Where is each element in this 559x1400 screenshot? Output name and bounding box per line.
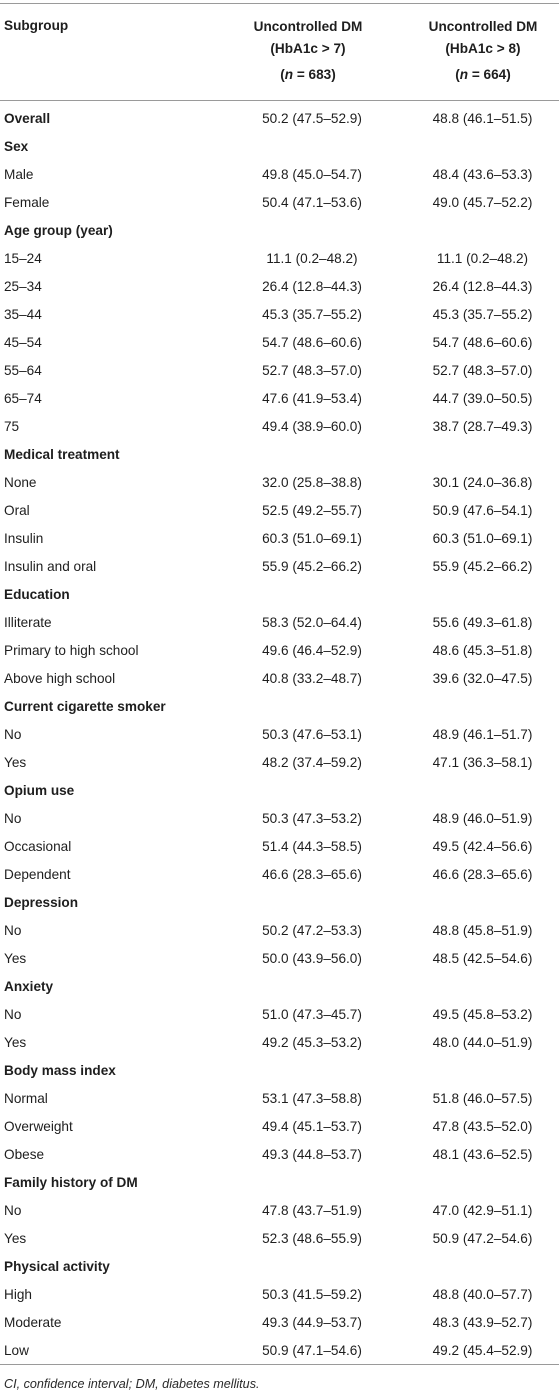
row-label: Female [4,194,50,210]
table-footnote: CI, confidence interval; DM, diabetes mellitus. [4,1377,260,1391]
table-section-row [0,1056,559,1084]
table-bottom-rule [0,1364,559,1365]
row-value-hba1c-8: 48.5 (42.5–54.6) [432,950,533,966]
row-label: Age group (year) [4,222,113,238]
row-label: 15–24 [4,250,42,266]
row-value-hba1c-8: 30.1 (24.0–36.8) [432,474,533,490]
header-col-hba1c-8-criteria: (HbA1c > 8) [445,41,521,56]
row-value-hba1c-8: 48.8 (40.0–57.7) [432,1286,533,1302]
row-value-hba1c-8: 11.1 (0.2–48.2) [436,250,529,266]
table-row [0,1000,559,1028]
table-row [0,944,559,972]
table-row [0,412,559,440]
row-value-hba1c-8: 60.3 (51.0–69.1) [432,530,533,546]
row-value-hba1c-8: 39.6 (32.0–47.5) [432,670,533,686]
row-value-hba1c-7: 49.3 (44.9–53.7) [262,1314,362,1330]
table-row [0,300,559,328]
table-row [0,1196,559,1224]
table-row [0,1336,559,1364]
row-label: Oral [4,502,30,518]
row-label: No [4,726,22,742]
row-value-hba1c-7 [222,216,402,244]
row-value-hba1c-8 [402,972,559,1000]
row-value-hba1c-7 [222,1252,402,1280]
header-col-hba1c-7-n-label: n [284,67,294,82]
row-label: 55–64 [4,362,42,378]
row-value-hba1c-7: 50.3 (41.5–59.2) [262,1286,362,1302]
row-value-hba1c-8 [402,132,559,160]
table-row [0,468,559,496]
row-value-hba1c-7 [222,776,402,804]
table-row [0,804,559,832]
row-value-hba1c-8: 49.5 (45.8–53.2) [432,1006,533,1022]
table-section-row [0,216,559,244]
row-value-hba1c-8: 49.2 (45.4–52.9) [432,1342,533,1358]
row-value-hba1c-7: 50.3 (47.6–53.1) [262,726,362,742]
table-row [0,1112,559,1140]
row-value-hba1c-8: 48.4 (43.6–53.3) [432,166,533,182]
row-label: Above high school [4,670,116,686]
row-value-hba1c-8: 47.0 (42.9–51.1) [432,1202,533,1218]
row-label: 45–54 [4,334,42,350]
row-label: Yes [4,1230,27,1246]
row-value-hba1c-8: 50.9 (47.6–54.1) [432,502,533,518]
row-label: Illiterate [4,614,52,630]
table-row [0,384,559,412]
row-value-hba1c-7: 55.9 (45.2–66.2) [262,558,362,574]
header-col-hba1c-8 [398,16,559,86]
row-label: Physical activity [4,1258,110,1274]
row-value-hba1c-7: 49.3 (44.8–53.7) [262,1146,362,1162]
row-label: No [4,922,22,938]
row-value-hba1c-7: 50.2 (47.5–52.9) [262,110,362,126]
row-value-hba1c-8: 46.6 (28.3–65.6) [432,866,533,882]
table-section-row [0,104,559,132]
row-label: 75 [4,418,20,434]
row-value-hba1c-7: 48.2 (37.4–59.2) [262,754,362,770]
row-value-hba1c-7: 51.0 (47.3–45.7) [262,1006,362,1022]
row-value-hba1c-8 [402,216,559,244]
row-value-hba1c-7: 53.1 (47.3–58.8) [262,1090,362,1106]
row-label: 65–74 [4,390,42,406]
row-label: Family history of DM [4,1174,138,1190]
row-label: 25–34 [4,278,42,294]
row-value-hba1c-8: 26.4 (12.8–44.3) [432,278,533,294]
row-value-hba1c-8 [402,692,559,720]
row-value-hba1c-7: 49.4 (45.1–53.7) [262,1118,362,1134]
row-value-hba1c-8: 47.1 (36.3–58.1) [432,754,533,770]
row-value-hba1c-7: 46.6 (28.3–65.6) [262,866,362,882]
row-value-hba1c-7 [222,1168,402,1196]
row-value-hba1c-8: 50.9 (47.2–54.6) [432,1230,533,1246]
row-label: Obese [4,1146,45,1162]
row-value-hba1c-8: 48.6 (45.3–51.8) [432,642,533,658]
row-value-hba1c-8: 45.3 (35.7–55.2) [432,306,533,322]
table-row [0,916,559,944]
table-section-row [0,580,559,608]
table-section-row [0,440,559,468]
row-value-hba1c-8 [402,888,559,916]
row-value-hba1c-8: 48.9 (46.0–51.9) [432,810,533,826]
row-value-hba1c-7: 50.0 (43.9–56.0) [262,950,362,966]
table-row [0,1308,559,1336]
header-col-hba1c-7 [218,16,398,86]
row-value-hba1c-7: 52.5 (49.2–55.7) [262,502,362,518]
table-top-rule [0,3,559,4]
row-label: Sex [4,138,29,154]
row-value-hba1c-8: 48.3 (43.9–52.7) [432,1314,533,1330]
row-label: Opium use [4,782,75,798]
row-label: Education [4,586,70,602]
row-value-hba1c-7 [222,132,402,160]
row-value-hba1c-8: 48.0 (44.0–51.9) [432,1034,533,1050]
row-value-hba1c-8: 48.8 (46.1–51.5) [432,110,533,126]
row-value-hba1c-7: 32.0 (25.8–38.8) [262,474,362,490]
header-col-hba1c-7-title: Uncontrolled DM [253,19,363,34]
row-label: No [4,1006,22,1022]
table-section-row [0,776,559,804]
table-row [0,160,559,188]
row-value-hba1c-7 [222,580,402,608]
row-value-hba1c-7: 50.3 (47.3–53.2) [262,810,362,826]
row-value-hba1c-8: 51.8 (46.0–57.5) [432,1090,533,1106]
table-row [0,664,559,692]
table-row [0,272,559,300]
row-value-hba1c-7: 54.7 (48.6–60.6) [262,334,362,350]
row-label: High [4,1286,32,1302]
row-value-hba1c-8: 52.7 (48.3–57.0) [432,362,533,378]
header-col-hba1c-7-n: (n = 683) [280,67,336,82]
row-label: Moderate [4,1314,62,1330]
table-row [0,244,559,272]
table-row [0,1084,559,1112]
table-row [0,1280,559,1308]
row-value-hba1c-8: 48.1 (43.6–52.5) [432,1146,533,1162]
header-col-hba1c-8-n-label: n [459,67,469,82]
table-row [0,608,559,636]
header-subgroup: Subgroup [4,18,69,33]
row-value-hba1c-8: 44.7 (39.0–50.5) [432,390,533,406]
row-value-hba1c-7 [222,692,402,720]
row-label: Overall [4,110,51,126]
row-value-hba1c-8 [402,1168,559,1196]
row-label: Body mass index [4,1062,116,1078]
table-row [0,356,559,384]
header-col-hba1c-8-n: (n = 664) [455,67,511,82]
row-label: Low [4,1342,29,1358]
row-value-hba1c-7 [222,972,402,1000]
table-row [0,552,559,580]
row-value-hba1c-8: 49.5 (42.4–56.6) [432,838,533,854]
row-value-hba1c-7: 26.4 (12.8–44.3) [262,278,362,294]
table-section-row [0,132,559,160]
row-value-hba1c-8 [402,776,559,804]
row-label: Yes [4,950,27,966]
row-value-hba1c-7: 60.3 (51.0–69.1) [262,530,362,546]
row-label: Primary to high school [4,642,139,658]
row-value-hba1c-7: 51.4 (44.3–58.5) [262,838,362,854]
row-value-hba1c-7: 50.9 (47.1–54.6) [262,1342,362,1358]
row-label: Occasional [4,838,72,854]
row-value-hba1c-7: 11.1 (0.2–48.2) [266,250,358,266]
table-section-row [0,1252,559,1280]
row-value-hba1c-7: 49.2 (45.3–53.2) [262,1034,362,1050]
row-label: Insulin and oral [4,558,97,574]
table-row [0,524,559,552]
row-label: Insulin [4,530,44,546]
row-value-hba1c-7 [222,888,402,916]
table-header [0,8,559,92]
row-value-hba1c-8 [402,440,559,468]
table-section-row [0,888,559,916]
table-section-row [0,972,559,1000]
row-label: Medical treatment [4,446,120,462]
table-row [0,1140,559,1168]
table-row [0,188,559,216]
row-value-hba1c-7: 52.7 (48.3–57.0) [262,362,362,378]
table-row [0,636,559,664]
row-value-hba1c-7 [222,1056,402,1084]
header-col-hba1c-7-criteria: (HbA1c > 7) [270,41,346,56]
row-value-hba1c-8: 54.7 (48.6–60.6) [432,334,533,350]
row-label: 35–44 [4,306,42,322]
data-table-body [0,104,559,1364]
row-label: Male [4,166,34,182]
row-value-hba1c-8 [402,580,559,608]
row-value-hba1c-8: 48.9 (46.1–51.7) [432,726,533,742]
table-row [0,496,559,524]
row-value-hba1c-7 [222,440,402,468]
table-row [0,860,559,888]
row-value-hba1c-7: 47.8 (43.7–51.9) [262,1202,362,1218]
row-label: No [4,1202,22,1218]
row-value-hba1c-7: 52.3 (48.6–55.9) [262,1230,362,1246]
row-value-hba1c-8: 55.6 (49.3–61.8) [432,614,533,630]
table-row [0,720,559,748]
row-value-hba1c-7: 50.2 (47.2–53.3) [262,922,362,938]
row-value-hba1c-7: 49.8 (45.0–54.7) [262,166,362,182]
row-value-hba1c-7: 40.8 (33.2–48.7) [262,670,362,686]
row-label: Depression [4,894,79,910]
row-label: No [4,810,22,826]
row-value-hba1c-8: 49.0 (45.7–52.2) [432,194,533,210]
data-table [0,104,559,1364]
row-value-hba1c-8 [402,1252,559,1280]
table-section-row [0,692,559,720]
header-col-hba1c-8-n-value: = 664) [468,67,511,82]
row-label: Anxiety [4,978,54,994]
row-label: Yes [4,754,27,770]
row-label: Dependent [4,866,71,882]
row-label: Current cigarette smoker [4,698,166,714]
row-value-hba1c-8: 48.8 (45.8–51.9) [432,922,533,938]
row-value-hba1c-8: 38.7 (28.7–49.3) [432,418,533,434]
row-value-hba1c-8 [402,1056,559,1084]
row-label: Yes [4,1034,27,1050]
row-label: None [4,474,37,490]
row-label: Overweight [4,1118,73,1134]
row-value-hba1c-7: 49.4 (38.9–60.0) [262,418,362,434]
row-value-hba1c-8: 55.9 (45.2–66.2) [432,558,533,574]
row-value-hba1c-7: 58.3 (52.0–64.4) [262,614,362,630]
row-value-hba1c-7: 49.6 (46.4–52.9) [262,642,362,658]
row-label: Normal [4,1090,48,1106]
table-row [0,1224,559,1252]
row-value-hba1c-8: 47.8 (43.5–52.0) [432,1118,533,1134]
table-row [0,1028,559,1056]
row-value-hba1c-7: 45.3 (35.7–55.2) [262,306,362,322]
table-row [0,832,559,860]
table-row [0,748,559,776]
header-col-hba1c-7-n-value: = 683) [293,67,336,82]
header-bottom-rule [0,100,559,101]
header-col-hba1c-8-title: Uncontrolled DM [428,19,538,34]
row-value-hba1c-7: 47.6 (41.9–53.4) [262,390,362,406]
row-value-hba1c-7: 50.4 (47.1–53.6) [262,194,362,210]
table-row [0,328,559,356]
table-section-row [0,1168,559,1196]
